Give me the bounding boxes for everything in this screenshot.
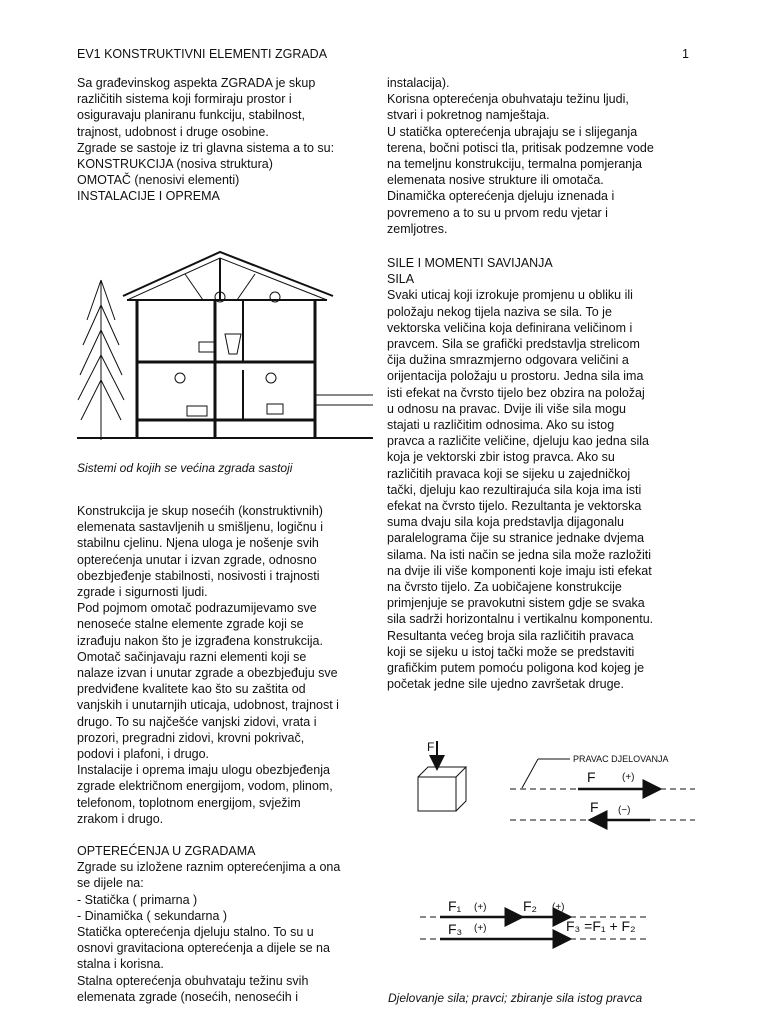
text-line: drugo. To su najčešće vanjski zidovi, vrata i xyxy=(77,714,317,729)
text-line: Omotač sačinjavaju razni elementi koji se xyxy=(77,649,307,664)
text-line: elemenata nosive strukture ili omotača. xyxy=(387,173,604,188)
text-line: sila sadrži horizontalnu i vertikalnu komponentu. xyxy=(387,612,654,627)
text-line: instalacija). xyxy=(387,76,450,90)
text-line: stvari i pokretnog namještaja. xyxy=(387,108,550,123)
sign-label: (+) xyxy=(474,923,487,934)
text-line: Korisna opterećenja obuhvataju težinu ljudi, xyxy=(387,92,629,107)
text-line: različitih sistema koji formiraju prostor i xyxy=(77,92,292,107)
text-line: vektorska veličina koja definirana veličinom i xyxy=(387,320,633,335)
text-line: položaju nekog tijela naziva se sila. To je xyxy=(387,304,612,319)
text-line: na temeljnu konstrukciju, termalna pomjeranja xyxy=(387,157,642,172)
text-line: elemenata sastavljenih u smišljenu, logičnu i xyxy=(77,520,323,535)
text-line: različitih pravaca koji se sijeku u zajedničkoj xyxy=(387,466,631,481)
text-line: Sa građevinskog aspekta ZGRADA je skup xyxy=(77,76,316,90)
text-line: osnovi gravitaciona opterećenja a dijele se na xyxy=(77,941,330,956)
text-line: Konstrukcija je skup nosećih (konstruktivnih) xyxy=(77,504,323,518)
text-line: osiguravaju planiranu funkciju, stabilnost, xyxy=(77,108,305,123)
text-line: zemljotres. xyxy=(387,221,448,236)
text-line: trajnost, udobnost i druge osobine. xyxy=(77,124,269,139)
text-line: nalaze izvan i unutar zgrade a obezbjeđuju sve xyxy=(77,666,338,681)
text-line: na čvrsto tijelo. Za uobičajene konstrukcije xyxy=(387,580,622,595)
pointer-line xyxy=(522,759,538,788)
text-line: vanjskih i unutarnjih uticaja, udobnost, trajnost i xyxy=(77,698,339,713)
text-line: paralelograma čije su stranice jednake dvjema xyxy=(387,531,645,546)
text-line: Statička opterećenja djeluju stalno. To su u xyxy=(77,925,314,940)
text-line: u odnosu na pravac. Dvije ili više sila mogu xyxy=(387,401,627,416)
text-line: silama. Na isti način se jedna sila može razložiti xyxy=(387,547,651,562)
sign-label: (+) xyxy=(552,902,565,913)
text-line: Zgrade se sastoje iz tri glavna sistema a to su: xyxy=(77,140,335,155)
loads-continued-text xyxy=(387,75,697,237)
text-line: pravca a različite veličine, djeluju kao jedna sila xyxy=(387,434,649,449)
page-number: 1 xyxy=(682,47,689,61)
force-label: F xyxy=(427,740,435,754)
text-line: efekat na čvrsto tijelo. Rezultanta je vektorska xyxy=(387,499,642,514)
force-label: F₂ xyxy=(523,898,537,914)
text-line: zgrade električnom energijom, vodom, plinom, xyxy=(77,779,333,794)
text-line: Svaki uticaj koji izrokuje promjenu u obliku ili xyxy=(387,288,633,303)
house-systems-illustration xyxy=(75,250,375,450)
text-line: telefonom, toplotnom energijom, svježim xyxy=(77,795,301,810)
text-line: pravcem. Sila se grafički predstavlja strelicom xyxy=(387,337,640,352)
force-label: F xyxy=(587,769,596,785)
text-line: podovi i plafoni, i drugo. xyxy=(77,747,210,762)
text-line: tački, djeluju kao rezultirajuća sila koja ima isti xyxy=(387,482,642,497)
text-line: se dijele na: xyxy=(77,876,144,891)
text-line: Stalna opterećenja obuhvataju težinu svih xyxy=(77,973,309,988)
figure-caption: Sistemi od kojih se većina zgrada sastoji xyxy=(77,461,293,475)
text-line: suma dvaju sila koja predstavlja dijagonalu xyxy=(387,515,624,530)
text-line: terena, bočni potisci tla, pritisak podzemne vode xyxy=(387,140,654,155)
text-line: zrakom i drugo. xyxy=(77,811,164,826)
forces-text xyxy=(387,255,697,692)
text-line: KONSTRUKCIJA (nosiva struktura) xyxy=(77,157,273,172)
text-line: koji se sijeku u istoj tački može se predstaviti xyxy=(387,644,635,659)
text-line: U statička opterećenja ubrajaju se i slijeganja xyxy=(387,124,638,139)
text-line: povremeno a to su u prvom redu vjetar i xyxy=(387,205,608,220)
text-line: zgrade i sigurnosti ljudi. xyxy=(77,585,208,600)
force-label: F₃ xyxy=(448,921,463,937)
text-line: primjenjuje se pravokutni sistem gdje se svaka xyxy=(387,596,645,611)
text-line: Dinamička opterećenja djeluju iznenada i xyxy=(387,189,615,204)
line-of-action-label: PRAVAC DJELOVANJA xyxy=(573,754,669,764)
text-line: elemenata zgrade (nosećih, nenosećih i xyxy=(77,989,298,1004)
list-item: - Dinamička ( sekundarna ) xyxy=(77,908,228,923)
construction-text xyxy=(77,503,377,827)
force-label: F₁ xyxy=(448,898,462,914)
text-line: Instalacije i oprema imaju ulogu obezbjeđenja xyxy=(77,763,330,778)
text-line: prozori, pregradni zidovi, krovni pokrivač, xyxy=(77,730,305,745)
text-line: Resultanta većeg broja sila različitih pravaca xyxy=(387,628,634,643)
section-heading: OPTEREĆENJA U ZGRADAMA xyxy=(77,844,256,858)
text-line: Pod pojmom omotač podrazumijevamo sve xyxy=(77,601,317,616)
sign-label: (+) xyxy=(474,902,487,913)
text-line: Zgrade su izložene raznim opterećenjima a ona xyxy=(77,860,341,875)
sign-label: (+) xyxy=(622,772,635,783)
loads-text xyxy=(77,843,377,1005)
text-line: obezbjeđenje stabilnosti, nosivosti i trajnosti xyxy=(77,568,320,583)
sign-label: (−) xyxy=(618,805,631,816)
cube-shape xyxy=(418,777,456,811)
text-line: nenoseće stalne elemente zgrade koji se xyxy=(77,617,304,632)
text-line: čija dužina smrazmjerno odgovara veličini a xyxy=(387,353,629,368)
text-line: izrađuju nakon što je izgrađena konstrukcija. xyxy=(77,633,323,648)
figure-caption: Djelovanje sila; pravci; zbiranje sila istog pravca xyxy=(388,991,643,1005)
text-line: grafičkim putem pomoću poligona kod kojeg je xyxy=(387,661,645,676)
list-item: - Statička ( primarna ) xyxy=(77,892,198,907)
intro-text xyxy=(77,75,377,205)
sum-equation: F₃ =F₁ + F₂ xyxy=(566,918,636,934)
text-line: OMOTAČ (nenosivi elementi) xyxy=(77,173,240,188)
text-line: koja je vektorski zbir istog pravca. Ako su xyxy=(387,450,615,465)
text-line: orijentacija položaju u prostoru. Jedna sila ima xyxy=(387,369,644,384)
section-heading: SILE I MOMENTI SAVIJANJA xyxy=(387,256,553,270)
text-line: stalna i korisna. xyxy=(77,957,164,972)
text-line: početak jedne sile ujedno završetak druge. xyxy=(387,677,624,692)
force-diagrams xyxy=(410,735,710,995)
text-line: na dvije ili više komponenti koje imaju isti efekat xyxy=(387,563,652,578)
text-line: stabilnu cjelinu. Njena uloga je nošenje svih xyxy=(77,536,319,551)
subsection-heading: SILA xyxy=(387,272,415,287)
force-label: F xyxy=(590,799,599,815)
document-header: EV1 KONSTRUKTIVNI ELEMENTI ZGRADA xyxy=(77,47,328,61)
text-line: isti efekat na čvrsto tijelo bez obzira na položaj xyxy=(387,385,645,400)
text-line: stajati u različitim odnosima. Ako su istog xyxy=(387,418,615,433)
text-line: opterećenja unutar i izvan zgrade, odnosno xyxy=(77,552,317,567)
text-line: INSTALACIJE I OPREMA xyxy=(77,189,220,204)
text-line: predviđene kvalitete kao što su zaštita od xyxy=(77,682,306,697)
